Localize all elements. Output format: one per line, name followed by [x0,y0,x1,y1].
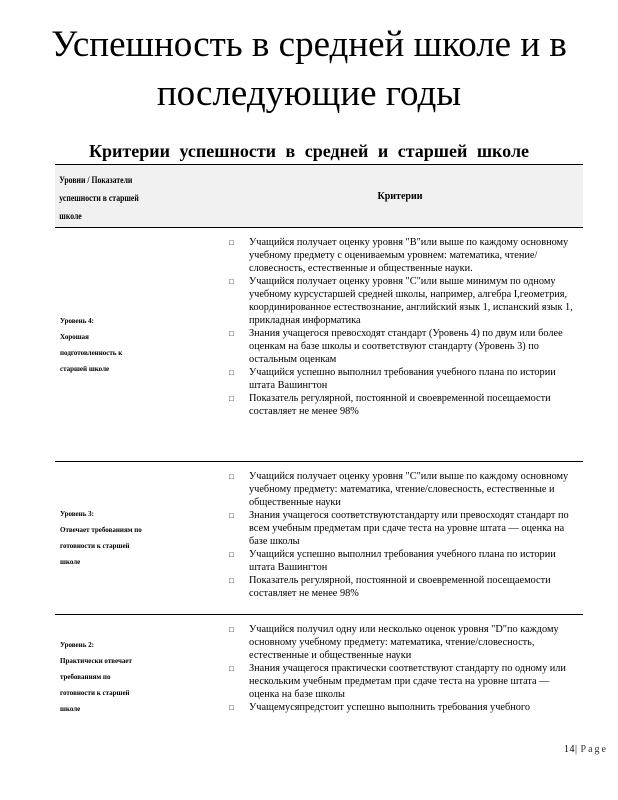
list-item [229,275,575,327]
table-row-level-2 [55,615,583,735]
table-header-row [55,165,583,228]
page-label: Page [580,744,608,755]
level-cell [55,462,217,614]
list-item [229,701,575,714]
criteria-cell [217,462,583,614]
missing-glyph-box-icon: □ [229,511,234,520]
missing-glyph-box-icon: □ [229,368,234,377]
missing-glyph-box-icon: □ [229,576,234,585]
table-caption: Критерии успешности в средней и старшей школе [88,141,530,161]
criteria-cell [217,615,583,735]
list-item [229,366,575,392]
criterion-text: Учащийся получил одну или несколько оценок уровня "D"по каждому основному учебному предмету: математика, чтение/словесность, естественные и общественные науки [249,624,559,661]
table-row-level-4 [55,228,583,462]
criterion-text: Учащийся получает оценку уровня "B"или выше по каждому основному учебному предмету с оцениваемым уровнем: математика, чтение/словесность, естественные и общественные науки. [249,237,569,274]
criterion-text: Знания учащегося соответствуютстандарту или превосходят стандарт по всем учебным предметам при сдаче теста на уровне штата — оценка на базе школы [249,510,569,547]
list-item [229,509,575,548]
missing-glyph-box-icon: □ [229,664,234,673]
criterion-text: Знания учащегося практически соответствуют стандарту по одному или нескольким учебным предметам при сдаче теста на уровне штата —оценка на базе школы [249,663,566,700]
list-item [229,662,575,701]
level-cell [55,615,217,735]
criteria-table [55,164,583,735]
missing-glyph-box-icon: □ [229,703,234,712]
criteria-cell [217,228,583,461]
list-item [229,623,575,662]
list-item [229,392,575,418]
level-label: Уровень 4: Хорошая подготовленность к старшей школе [60,316,123,373]
criterion-text: Показатель регулярной, постоянной и своевременной посещаемости составляет не менее 98% [249,575,551,599]
table-row-level-3 [55,462,583,615]
missing-glyph-box-icon: □ [229,238,234,247]
criterion-text: Учащийся успешно выполнил требования учебного плана по истории штата Вашингтон [249,549,556,573]
missing-glyph-box-icon: □ [229,277,234,286]
level-label: Уровень 3: Отвечает требованиям по готовности к старшей школе [60,510,142,566]
level-label: Уровень 2: Практически отвечает требованиям по готовности к старшей школе [60,641,132,713]
header-levels-cell: Уровни / Показатели успешности в старшей школе [59,175,139,221]
level-cell [55,228,217,461]
page-footer [564,744,608,755]
missing-glyph-box-icon: □ [229,625,234,634]
missing-glyph-box-icon: □ [229,550,234,559]
missing-glyph-box-icon: □ [229,329,234,338]
list-item [229,548,575,574]
criterion-text: Учащемусяпредстоит успешно выполнить требования учебного [249,702,530,713]
list-item [229,327,575,366]
footer-separator: | [575,744,578,755]
missing-glyph-box-icon: □ [229,394,234,403]
page-number: 14 [564,744,576,755]
missing-glyph-box-icon: □ [229,472,234,481]
list-item [229,470,575,509]
criterion-text: Показатель регулярной, постоянной и своевременной посещаемости составляет не менее 98% [249,393,551,417]
criterion-text: Учащийся получает оценку уровня "C"или выше по каждому основному учебному предмету: математика, чтение/словесность, естественные и общественные науки [249,471,569,508]
list-item [229,574,575,600]
criterion-text: Учащийся получает оценку уровня "C"или выше минимум по одному учебному курсустаршей средней школы, например, алгебра I,геометрия, координированное естествознание, английский язык 1, испанский язык 1, прикладная информатика [249,276,573,326]
criterion-text: Учащийся успешно выполнил требования учебного плана по истории штата Вашингтон [249,367,556,391]
criterion-text: Знания учащегося превосходят стандарт (Уровень 4) по двум или более оценкам на базе школы и соответствуют стандарту (Уровень 3) по остальным оценкам [249,328,563,365]
page-title: Успешность в средней школе и в последующие годы [51,24,567,114]
header-criteria-cell: Критерии [377,190,423,202]
list-item [229,236,575,275]
